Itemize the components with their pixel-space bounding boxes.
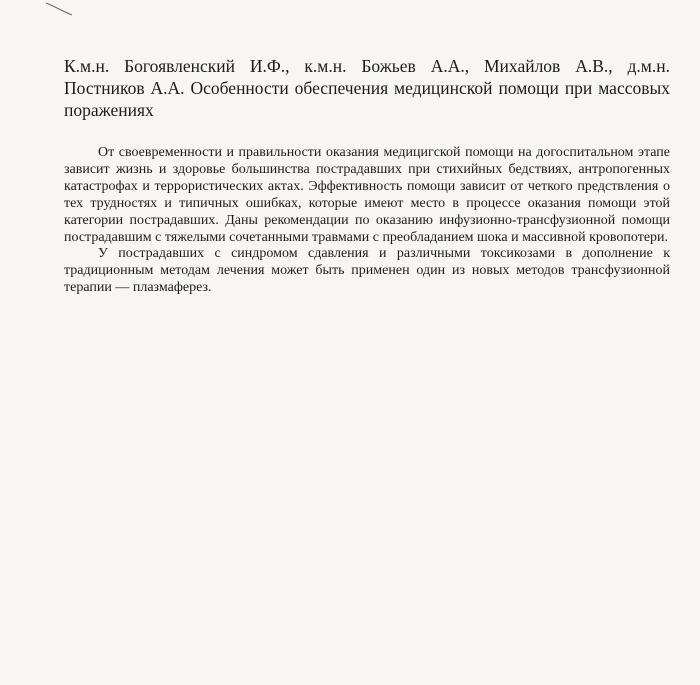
abstract-paragraph-1: От своевременности и правильности оказания медицигской помощи на догоспитальном этапе зависит жизнь и здоровье большинства пострадавших при стихийных бедствиях, антропогенных катастрофах и террористических актах. Эффективность помощи зависит от четкого предствления о тех трудностях и типичных ошибках, которые имеют место в процессе оказания помощи этой категории пострадавших. Даны рекомендации по оказанию инфузионно-трансфузионной помощи пострадавшим с тяжелыми сочетанными травмами с преобладанием шока и массивной кровопотери.	[64, 145, 670, 245]
article-title: К.м.н. Богоявленский И.Ф., к.м.н. Божьев А.А., Михайлов А.В., д.м.н. Постников А.А. Особенности обеспечения медицинской помощи при массовых поражениях	[64, 56, 670, 120]
article-abstract	[64, 145, 670, 297]
abstract-paragraph-2: У пострадавших с синдромом сдавления и различными токсикозами в дополнение к традиционным методам лечения может быть применен один из новых методов трансфузионной терапии — плазмаферез.	[64, 246, 670, 296]
scan-mark-decoration	[44, 2, 74, 16]
